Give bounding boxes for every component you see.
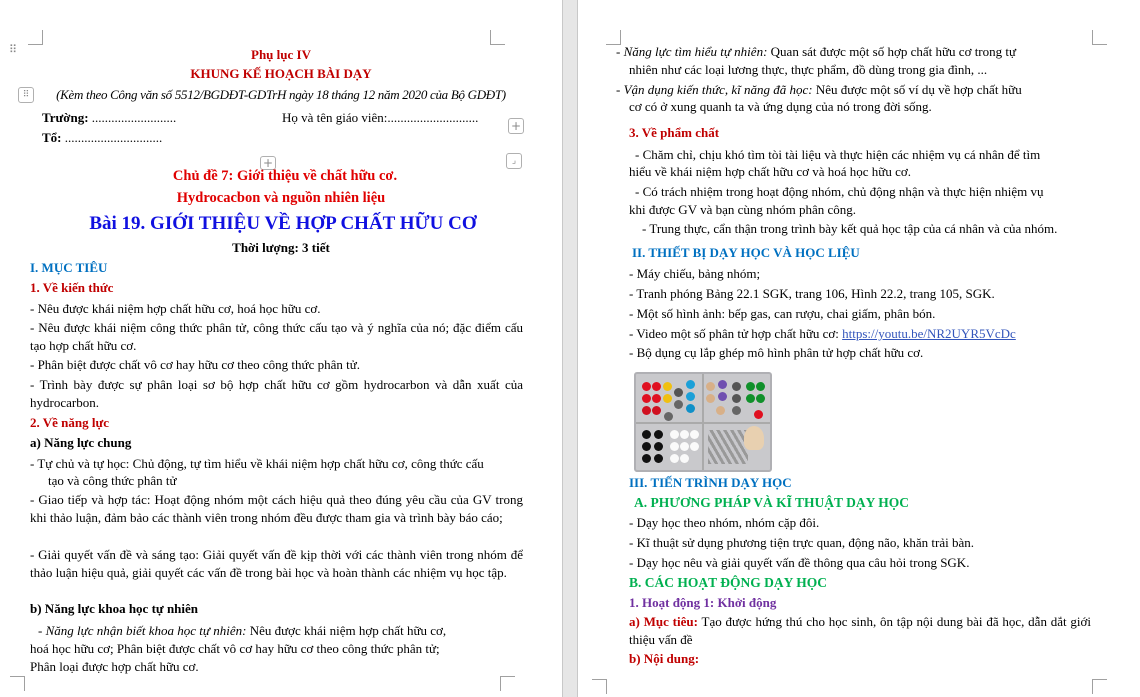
section-heading: III. TIẾN TRÌNH DẠY HỌC: [629, 475, 792, 490]
text: Tạo được hứng thú cho học sinh, ôn tập nội dung bài đã học, dẫn dắt giới thiệu vấn đề: [629, 614, 1092, 647]
paragraph: cơ có ở xung quanh ta và ứng dụng của nó trong đời sống.: [629, 99, 932, 114]
group-label: Tổ:: [42, 130, 62, 145]
appendix-label: Phụ lục IV: [251, 47, 311, 62]
subheading: b) Năng lực khoa học tự nhiên: [30, 601, 199, 616]
paragraph: - Giải quyết vấn đề và sáng tạo: Giải quyết vấn đề kịp thời với các thành viên trong nhóm để thảo luận hiệu quả, giải quyết các vấn đề trong bài học và hoàn thành các nhiệm vụ học tập.: [30, 547, 523, 580]
list-item: - Một số hình ảnh: bếp gas, can rượu, chai giấm, phân bón.: [629, 306, 936, 321]
paragraph: Phân loại được hợp chất hữu cơ.: [30, 659, 199, 674]
molecular-model-kit-image: [634, 372, 772, 472]
text: Nêu được khái niệm hợp chất hữu cơ,: [246, 623, 447, 638]
paragraph: - Nêu được khái niệm hợp chất hữu cơ, hoá học hữu cơ.: [30, 301, 321, 316]
topic-line-1: Chủ đề 7: Giới thiệu về chất hữu cơ.: [172, 168, 398, 184]
table-move-icon[interactable]: ⠿: [18, 87, 34, 103]
video-link[interactable]: https://youtu.be/NR2UYR5VcDc: [842, 326, 1016, 341]
page-gap: [562, 0, 578, 697]
paragraph: - Giao tiếp và hợp tác: Hoạt động nhóm một cách hiệu quả theo đúng yêu cầu của GV trong khi thảo luận, đảm bảo các thành viên trong nhóm đều được tham gia và trình bày báo cáo;: [30, 492, 523, 525]
paragraph: - Phân biệt được chất vô cơ hay hữu cơ theo công thức phân tử.: [30, 357, 361, 372]
subsection-heading: 1. Về kiến thức: [30, 280, 114, 295]
paragraph: - Chăm chỉ, chịu khó tìm tòi tài liệu và thực hiện các nhiệm vụ cá nhân để tìm: [635, 147, 1041, 162]
margin-corner-mark: [10, 676, 25, 691]
list-item: [629, 325, 1016, 343]
document-page-1: [0, 0, 562, 697]
teacher-dots: ............................: [387, 110, 479, 125]
teacher-field[interactable]: [282, 109, 478, 127]
margin-corner-mark: [490, 30, 505, 45]
italic-lead: Vận dụng kiến thức, kĩ năng đã học:: [623, 82, 813, 97]
paragraph: hoá học hữu cơ; Phân biệt được chất vô cơ hay hữu cơ theo công thức phân tử;: [30, 641, 440, 656]
activity-heading: 1. Hoạt động 1: Khởi động: [629, 595, 777, 610]
group-field[interactable]: [42, 129, 162, 147]
lesson-title: Bài 19. GIỚI THIỆU VỀ HỢP CHẤT HỮU CƠ: [89, 213, 477, 234]
paragraph: nhiên như các loại lương thực, thực phẩm, đồ dùng trong gia đình, ...: [629, 62, 988, 77]
paragraph: hiểu về khái niệm hợp chất hữu cơ và hoá học hữu cơ.: [629, 164, 911, 179]
italic-lead: Năng lực tìm hiểu tự nhiên:: [623, 44, 768, 59]
frame-title: KHUNG KẾ HOẠCH BÀI DẠY: [190, 66, 372, 81]
margin-corner-mark: [1092, 679, 1107, 694]
margin-corner-mark: [500, 676, 515, 691]
paragraph: - Trung thực, cẩn thận trong trình bày kết quả học tập của cá nhân và của nhóm.: [642, 221, 1058, 236]
subheading: a) Năng lực chung: [30, 435, 132, 450]
plus-icon[interactable]: +: [508, 118, 524, 134]
document-page-2: [577, 0, 1140, 697]
text: - Video một số phân tử hợp chất hữu cơ:: [629, 326, 843, 341]
goal-label: a) Mục tiêu:: [629, 614, 698, 629]
group-dots: ..............................: [61, 130, 163, 145]
list-item: - Bộ dụng cụ lắp ghép mô hình phân tử hợp chất hữu cơ.: [629, 345, 924, 360]
paragraph: - Năng lực tìm hiểu tự nhiên: Quan sát được một số hợp chất hữu cơ trong tự: [616, 44, 1017, 59]
paragraph: [629, 613, 1091, 649]
section-heading: I. MỤC TIÊU: [30, 260, 108, 275]
subsection-heading: 2. Về năng lực: [30, 415, 110, 430]
attached-note: (Kèm theo Công văn số 5512/BGDĐT-GDTrH ngày 18 tháng 12 năm 2020 của Bộ GDĐT): [56, 87, 506, 102]
paragraph: - Có trách nhiệm trong hoạt động nhóm, chủ động nhận và thực hiện nhiệm vụ: [635, 184, 1044, 199]
list-item: - Dạy học nêu và giải quyết vấn đề thông qua câu hỏi trong SGK.: [629, 555, 970, 570]
topic-line-2: Hydrocacbon và nguồn nhiên liệu: [176, 190, 386, 206]
subsection-heading: 3. Về phẩm chất: [629, 125, 720, 140]
margin-corner-mark: [592, 679, 607, 694]
section-heading: A. PHƯƠNG PHÁP VÀ KĨ THUẬT DẠY HỌC: [634, 495, 910, 510]
subheading: b) Nội dung:: [629, 651, 700, 666]
text: Nêu được một số ví dụ về hợp chất hữu: [812, 82, 1022, 97]
list-item: - Dạy học theo nhóm, nhóm cặp đôi.: [629, 515, 820, 530]
resize-icon[interactable]: ⌟: [506, 153, 522, 169]
section-heading: II. THIẾT BỊ DẠY HỌC VÀ HỌC LIỆU: [632, 245, 860, 260]
margin-corner-mark: [28, 30, 43, 45]
margin-corner-mark: [1092, 30, 1107, 45]
school-field[interactable]: [42, 109, 176, 127]
text: Quan sát được một số hợp chất hữu cơ trong tự: [767, 44, 1017, 59]
school-label: Trường:: [42, 110, 89, 125]
list-item: - Máy chiếu, bảng nhóm;: [629, 266, 761, 281]
paragraph: - Trình bày được sự phân loại sơ bộ hợp chất hữu cơ gồm hydrocarbon và dẫn xuất của hydrocarbon.: [30, 377, 523, 410]
italic-lead: Năng lực nhận biết khoa học tự nhiên:: [45, 623, 247, 638]
paragraph: - Tự chủ và tự học: Chủ động, tự tìm hiểu về khái niệm hợp chất hữu cơ, công thức cấu: [30, 456, 484, 471]
duration: Thời lượng: 3 tiết: [232, 240, 330, 255]
section-heading: B. CÁC HOẠT ĐỘNG DẠY HỌC: [629, 575, 828, 590]
teacher-label: Họ và tên giáo viên:: [282, 110, 388, 125]
paragraph: tạo và công thức phân tử: [48, 473, 177, 488]
paragraph: - Nêu được khái niệm công thức phân tử, công thức cấu tạo và ý nghĩa của nó; đặc điểm cấu tạo hợp chất hữu cơ.: [30, 320, 523, 353]
school-dots: ..........................: [88, 110, 177, 125]
paragraph: - Vận dụng kiến thức, kĩ năng đã học: Nêu được một số ví dụ về hợp chất hữu: [616, 82, 1022, 97]
plus-icon[interactable]: +: [260, 156, 276, 170]
paragraph: khi được GV và bạn cùng nhóm phân công.: [629, 202, 857, 217]
list-item: - Kĩ thuật sử dụng phương tiện trực quan, động não, khăn trải bàn.: [629, 535, 975, 550]
paragraph: - Năng lực nhận biết khoa học tự nhiên: Nêu được khái niệm hợp chất hữu cơ,: [38, 623, 447, 638]
drag-handle-icon[interactable]: ⠿: [9, 43, 18, 56]
list-item: - Tranh phóng Bảng 22.1 SGK, trang 106, Hình 22.2, trang 105, SGK.: [629, 286, 995, 301]
